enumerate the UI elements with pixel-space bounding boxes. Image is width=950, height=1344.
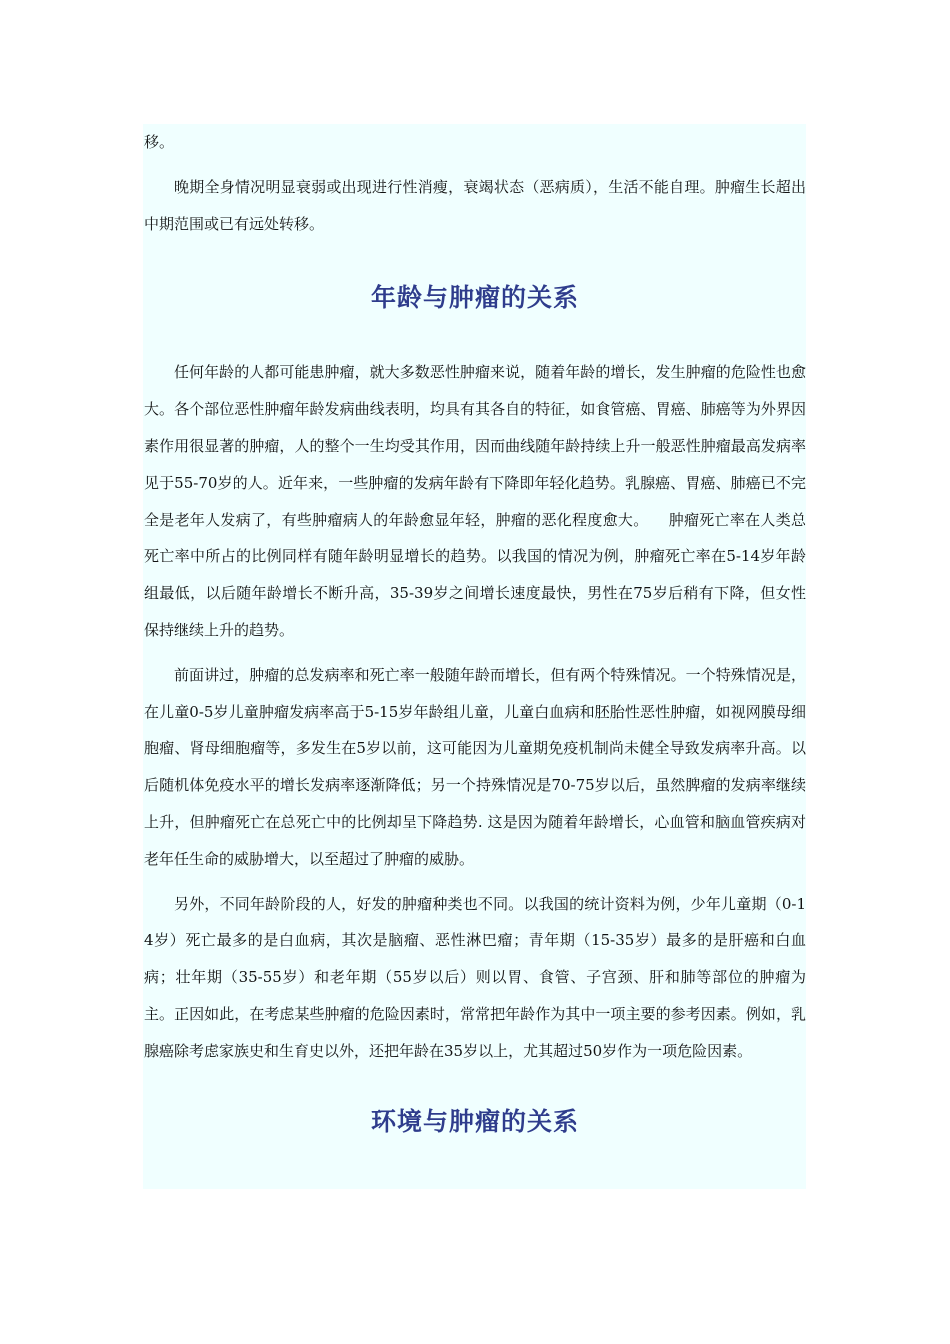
paragraph-age-1: 任何年龄的人都可能患肿瘤，就大多数恶性肿瘤来说，随着年龄的增长，发生肿瘤的危险性也愈大。各个部位恶性肿瘤年龄发病曲线表明，均具有其各自的特征，如食管癌、胃癌、肺癌等为外界因素作用很显著的肿瘤，人的整个一生均受其作用，因而曲线随年龄持续上升一般恶性肿瘤最高发病率见于55-70岁的人。近年来，一些肿瘤的发病年龄有下降即年轻化趋势。乳腺癌、胃癌、肺癌已不完全是老年人发病了，有些肿瘤病人的年龄愈显年轻，肿瘤的恶化程度愈大。 肿瘤死亡率在人类总死亡率中所占的比例同样有随年龄明显增长的趋势。以我国的情况为例，肿瘤死亡率在5-14岁年龄组最低，以后随年龄增长不断升高，35-39岁之间增长速度最快，男性在75岁后稍有下降，但女性保持继续上升的趋势。	[144, 363, 806, 639]
paragraph-continuation: 移。	[144, 133, 175, 151]
heading-age-and-tumor: 年龄与肿瘤的关系	[370, 283, 579, 313]
paragraph-age-3: 另外，不同年龄阶段的人，好发的肿瘤种类也不同。以我国的统计资料为例，少年儿童期（0-14岁）死亡最多的是白血病，其次是脑瘤、恶性淋巴瘤；青年期（15-35岁）最多的是肝癌和白血病；壮年期（35-55岁）和老年期（55岁以后）则以胃、食管、子宫颈、肝和肺等部位的肿瘤为主。正因如此，在考虑某些肿瘤的危险因素时，常常把年龄作为其中一项主要的参考因素。例如，乳腺癌除考虑家族史和生育史以外，还把年龄在35岁以上，尤其超过50岁作为一项危险因素。	[144, 894, 806, 1060]
paragraph-age-2: 前面讲过，肿瘤的总发病率和死亡率一般随年龄而增长，但有两个特殊情况。一个特殊情况是，在儿童0-5岁儿童肿瘤发病率高于5-15岁年龄组儿童，儿童白血病和胚胎性恶性肿瘤，如视网膜母细胞瘤、肾母细胞瘤等，多发生在5岁以前，这可能因为儿童期免疫机制尚未健全导致发病率升高。以后随机体免疫水平的增长发病率逐渐降低；另一个持殊情况是70-75岁以后，虽然脾瘤的发病率继续上升，但肿瘤死亡在总死亡中的比例却呈下降趋势. 这是因为随着年龄增长，心血管和脑血管疾病对老年任生命的威胁增大，以至超过了肿瘤的威胁。	[144, 665, 806, 868]
content-panel	[143, 124, 806, 1189]
paragraph-late-stage: 晚期全身情况明显衰弱或出现进行性消瘦，衰竭状态（恶病质），生活不能自理。肿瘤生长超出中期范围或已有远处转移。	[144, 177, 806, 233]
heading-environment-and-tumor: 环境与肿瘤的关系	[370, 1106, 579, 1136]
